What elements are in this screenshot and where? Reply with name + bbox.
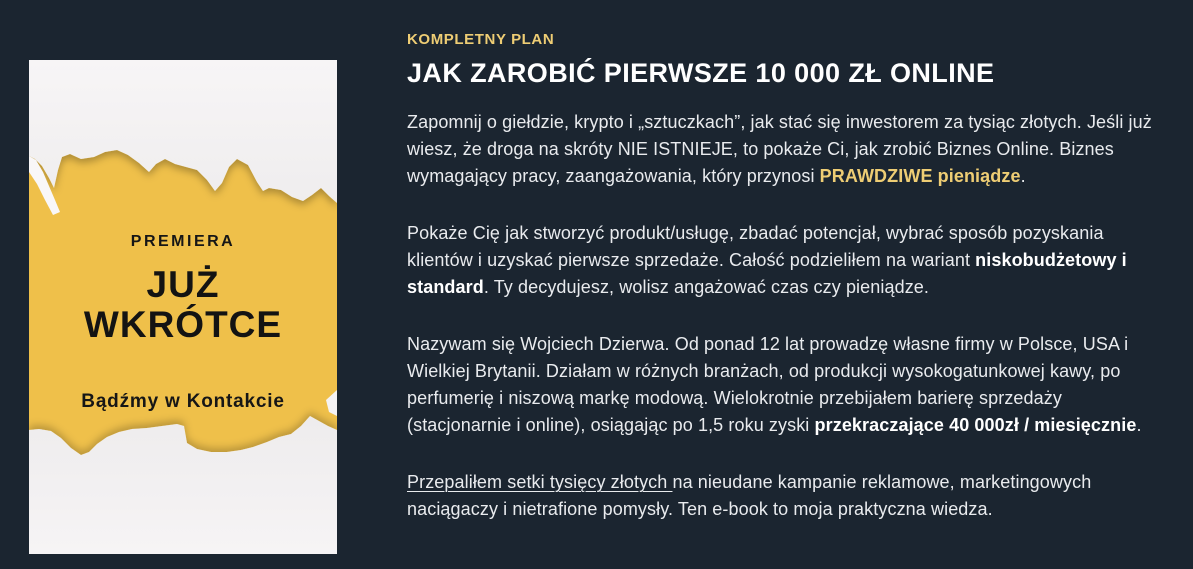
paragraph-intro-period: . xyxy=(1020,166,1026,186)
paragraph-bio-text: Nazywam się Wojciech Dzierwa. Od ponad 12 lat prowadzę własne firmy w Polsce, USA i Wielkiej Brytanii. Działam w różnych branżach, od produkcji wysokogatunkowej kawy, po perfumerię i niszową markę modową. Wielokrotnie przebijałem barierę sprzedaży (stacjonarnie i online), osiągając po 1,5 roku zyski xyxy=(407,334,1129,435)
paragraph-lessons-tail: na nieudane kampanie reklamowe, marketingowych naciągaczy i nietrafione pomysły. Ten e-book to moja praktyczna wiedza. xyxy=(407,472,1092,519)
text-content xyxy=(407,31,1155,523)
paragraph-lessons-underlined: Przepaliłem setki tysięcy złotych xyxy=(407,472,673,492)
paragraph-bio xyxy=(407,331,1155,439)
paragraph-intro xyxy=(407,109,1155,190)
paragraph-lessons xyxy=(407,469,1155,523)
cover-premiere-label: PREMIERA xyxy=(130,233,236,250)
eyebrow-label: KOMPLETNY PLAN xyxy=(407,31,555,48)
paragraph-product-text: Pokaże Cię jak stworzyć produkt/usługę, zbadać potencjał, wybrać sposób pozyskania klientów i uzyskać pierwsze sprzedaże. Całość podzieliłem na wariant xyxy=(407,223,1104,270)
cover-coming-soon-line1: JUŻ xyxy=(146,264,220,305)
cover-coming-soon-line2: WKRÓTCE xyxy=(83,304,283,345)
paragraph-bio-period: . xyxy=(1136,415,1142,435)
cover-contact-label: Bądźmy w Kontakcie xyxy=(81,391,285,412)
torn-paper-graphic xyxy=(29,60,337,554)
paragraph-bio-highlight: przekraczające 40 000zł / miesięcznie xyxy=(814,415,1137,435)
paragraph-intro-highlight: PRAWDZIWE pieniądze xyxy=(819,166,1021,186)
paragraph-intro-text: Zapomnij o giełdzie, krypto i „sztuczkach”, jak stać się inwestorem za tysiąc złotych. Jeśli już wiesz, że droga na skróty NIE ISTNIEJE, to pokaże Ci, jak zrobić Biznes Online. Biznes wymagający pracy, zaangażowania, który przynosi xyxy=(407,112,1152,186)
page-title: JAK ZAROBIĆ PIERWSZE 10 000 ZŁ ONLINE xyxy=(407,58,995,88)
paragraph-product xyxy=(407,220,1155,301)
paragraph-product-tail: . Ty decydujesz, wolisz angażować czas czy pieniądze. xyxy=(483,277,930,297)
ebook-cover-image xyxy=(29,60,337,554)
paragraph-product-highlight: niskobudżetowy i standard xyxy=(407,250,1127,297)
